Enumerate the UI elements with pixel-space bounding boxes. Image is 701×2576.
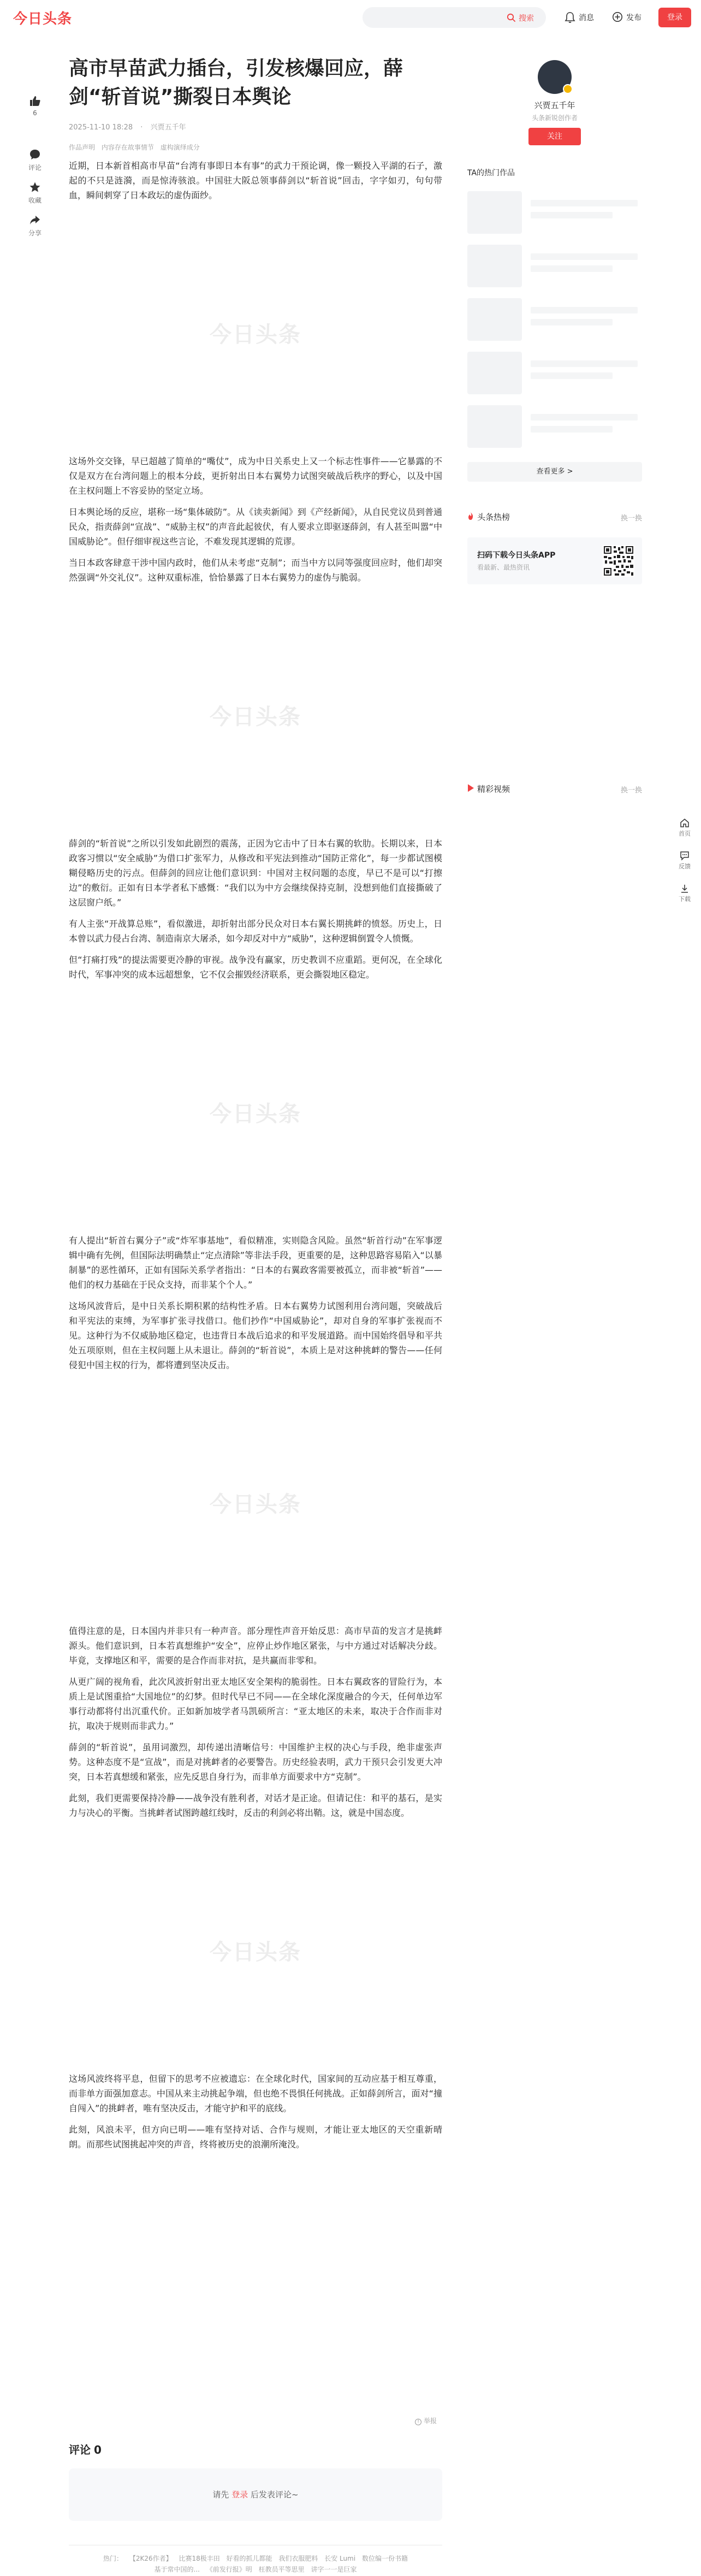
download-button[interactable] <box>674 884 696 903</box>
app-download-title: 扫码下载今日头条APP <box>477 551 556 560</box>
article-paragraph: 有人提出“斩首右翼分子”或“炸军事基地”，看似精准，实则隐含风险。虽然“斩首行动”在军事逻辑中确有先例，但国际法明确禁止“定点清除”等非法手段，更重要的是，这种思路容易陷入“以暴制暴”的恶性循环，正如有国际关系学者指出：“日本的右翼政客需要被孤立，而非被“斩首”——他们的权力基础在于民众支持，而非某个个人。” <box>69 1235 442 1290</box>
info-icon: ! <box>415 2419 421 2425</box>
footer-link[interactable]: 讲字一一是巨家 <box>311 2566 357 2573</box>
footer-link[interactable]: 数位编一份书籍 <box>361 2555 408 2562</box>
like-count: 6 <box>33 109 37 117</box>
home-icon <box>680 818 690 828</box>
article-image <box>69 596 442 825</box>
author-card <box>467 60 642 145</box>
article-paragraph: 这场风波背后，是中日关系长期积累的结构性矛盾。日本右翼势力试图利用台湾问题，突破战后和平宪法的束缚，为军事扩张寻找借口。他们抄作“中国威胁论”，却对自身的军事扩张视而不见。这种行为不仅威胁地区稳定，也违背日本战后追求的和平发展道路。而中国始终倡导和平共处五项原则，但在主权问题上从未退让。薛剑的“斩首说”，本质上是对这种挑衅的警告——任何侵犯中国主权的行为，都将遭到坚决反击。 <box>69 1301 442 1370</box>
top-header <box>0 0 701 35</box>
feedback-button[interactable] <box>674 851 696 870</box>
search-input[interactable] <box>371 11 502 23</box>
article-source[interactable]: 兴贾五千年 <box>150 123 186 132</box>
footer-link[interactable]: 基于常中国的... <box>154 2566 200 2573</box>
notice-item: 虚构演绎成分 <box>160 144 200 151</box>
hot-work-thumb <box>467 298 522 341</box>
follow-button[interactable]: 关注 <box>528 128 581 145</box>
publish-link[interactable]: 发布 <box>626 14 641 22</box>
work-notice <box>69 143 442 152</box>
verified-badge-icon <box>563 84 573 94</box>
video-header <box>467 782 642 795</box>
bell-icon[interactable] <box>565 11 575 23</box>
comment-action[interactable] <box>23 149 47 172</box>
comment-login-prompt: 请先 登录 后发表评论~ <box>69 2468 442 2521</box>
comment-icon <box>29 149 41 161</box>
article-image <box>69 993 442 1222</box>
home-button[interactable] <box>674 818 696 838</box>
author-name[interactable]: 兴贾五千年 <box>534 100 575 110</box>
article-paragraph: 此刻，风浪未平，但方向已明——唯有坚持对话、合作与规则，才能让亚太地区的天空重新晴朗。而那些试图挑起冲突的声音，终将被历史的浪潮所淹没。 <box>69 2124 442 2149</box>
article-image <box>69 214 442 443</box>
article-paragraph: 这场外交交锋，早已超越了简单的“嘴仗”，成为中日关系史上又一个标志性事件——它暴露的不仅是双方在台湾问题上的根本分歧，更折射出日本右翼势力试图突破战后秩序的野心，以及中国在主权问题上不容妥协的坚定立场。 <box>69 456 442 496</box>
like-action[interactable] <box>23 95 47 117</box>
article-paragraph: 薛剑的“斩首说”，虽用词激烈，却传递出清晰信号：中国维护主权的决心与手段，绝非虚张声势。这种态度不是“宣战”，而是对挑衅者的必要警告。历史经验表明，武力干预只会引发更大冲突，日本若真想缓和紧张，应先反思自身行为，而非单方面要求中方“克制”。 <box>69 1742 442 1782</box>
avatar[interactable] <box>538 60 572 94</box>
collect-action[interactable] <box>23 181 47 205</box>
footer-link[interactable]: 我们衣服肥料 <box>278 2555 318 2562</box>
share-icon <box>29 214 41 226</box>
flame-icon <box>467 512 474 520</box>
article-paragraph: 日本舆论场的反应，堪称一场“集体破防”。从《读卖新闻》到《产经新闻》，从自民党议员到普通民众，指责薛剑“宣战”、“威胁主权”的声音此起彼伏，有人要求立即驱逐薛剑，有人甚至叫嚣“中国威胁论”。但仔细审视这些言论，不难发现其逻辑的荒谬。 <box>69 507 442 547</box>
footer-link[interactable]: 枉教员平等思里 <box>258 2566 305 2573</box>
comment-login-link[interactable]: 登录 <box>231 2490 248 2500</box>
hot-work-thumb <box>467 352 522 394</box>
hot-work-item[interactable] <box>467 245 642 287</box>
article-date: 2025-11-10 18:28 <box>69 123 133 132</box>
article-paragraph: 但“打痛打残”的提法需要更冷静的审视。战争没有赢家，历史教训不应重蹈。更何况，在全球化时代，军事冲突的成本远超想象，它不仅会摧毁经济联系，更会撕裂地区稳定。 <box>69 955 442 980</box>
share-label: 分享 <box>28 229 41 237</box>
footer-link[interactable]: 【2K26作者】 <box>129 2555 173 2562</box>
report-link[interactable]: ! 举报 <box>415 2416 437 2425</box>
login-button[interactable]: 登录 <box>658 8 691 27</box>
qr-code-icon <box>603 545 634 577</box>
video-title: 精彩视频 <box>477 784 510 794</box>
like-icon <box>29 95 41 107</box>
hot-work-item[interactable] <box>467 405 642 448</box>
home-label: 首页 <box>679 830 691 837</box>
watermark: 今日头条 <box>210 1492 301 1517</box>
notice-item: 内容存在故事情节 <box>101 144 154 151</box>
comment-heading: 评论 0 <box>69 2443 102 2456</box>
article-paragraph: 这场风波终将平息，但留下的思考不应被遗忘：在全球化时代，国家间的互动应基于相互尊重，而非单方面强加意志。中国从来主动挑起争端，但也绝不畏惧任何挑战。正如薛剑所言，面对“撞自闯入”的挑衅者，唯有坚决反击，才能守护和平的底线。 <box>69 2074 442 2113</box>
article-paragraph: 近期，日本新首相高市早苗“台湾有事即日本有事”的武力干预论调，像一颗投入平湖的石子，激起的不只是涟漪，而是惊涛骇浪。中国驻大阪总领事薛剑以“斩首说”回击，字字如刃，句句带血，瞬间刺穿了日本政坛的虚伪面纱。 <box>69 161 442 200</box>
footer-label: 热门： <box>103 2555 123 2562</box>
play-icon <box>467 784 474 792</box>
share-action[interactable] <box>23 214 47 238</box>
article-paragraph: 当日本政客肆意干涉中国内政时，他们从未考虑“克制”；而当中方以同等强度回应时，他们却突然强调“外交礼仪”。这种双重标准，恰恰暴露了日本右翼势力的虚伪与脆弱。 <box>69 558 442 583</box>
article-paragraph: 值得注意的是，日本国内并非只有一种声音。部分理性声音开始反思：高市早苗的发言才是挑衅源头。他们意识到，日本若真想维护“安全”，应停止炒作地区紧张，与中方通过对话解决分歧。毕竟，支撑地区和平，需要的是合作而非对抗，是共赢而非零和。 <box>69 1626 442 1666</box>
hot-board-refresh[interactable]: 换一换 <box>620 514 642 523</box>
hot-work-thumb <box>467 405 522 448</box>
hot-work-thumb <box>467 245 522 287</box>
publish-icon[interactable] <box>612 11 623 22</box>
download-label: 下载 <box>679 896 691 903</box>
search-icon[interactable] <box>507 13 515 22</box>
footer-hot-links-2 <box>69 2565 442 2574</box>
messages-link[interactable]: 消息 <box>579 14 594 22</box>
article <box>69 55 442 2152</box>
watermark: 今日头条 <box>210 1102 301 1127</box>
footer-hot-links <box>69 2554 442 2563</box>
search-button[interactable]: 搜索 <box>519 14 534 23</box>
collect-label: 收藏 <box>28 197 41 204</box>
footer-link[interactable]: 好看的抓儿都能 <box>226 2555 272 2562</box>
watermark: 今日头条 <box>210 704 301 730</box>
article-image <box>69 1383 442 1613</box>
feedback-label: 反馈 <box>679 863 691 870</box>
feedback-icon <box>680 851 690 861</box>
hot-works-title: TA的热门作品 <box>467 169 515 177</box>
article-title: 高市早苗武力插台，引发核爆回应，薛剑“斩首说”撕裂日本舆论 <box>69 57 403 108</box>
hot-work-item[interactable] <box>467 352 642 394</box>
article-image <box>69 1831 442 2060</box>
article-meta: 2025-11-10 18:28 · 兴贾五千年 <box>69 123 186 132</box>
article-paragraph: 从更广阔的视角看，此次风波折射出亚太地区安全架构的脆弱性。日本右翼政客的冒险行为，本质上是试图重拾“大国地位”的幻梦。但时代早已不同——在全球化深度融合的今天，任何单边军事行动都将付出沉重代价。正如新加坡学者马凯硕所言：“亚太地区的未来，取决于合作而非对抗，取决于规则而非武力。” <box>69 1677 442 1731</box>
hot-board-title: 头条热榜 <box>477 512 510 522</box>
watermark: 今日头条 <box>210 1940 301 1965</box>
search-box <box>363 7 546 28</box>
hot-work-item[interactable] <box>467 191 642 234</box>
video-refresh[interactable]: 换一换 <box>620 786 642 795</box>
footer-link[interactable]: 比赛18极丰田 <box>179 2555 220 2562</box>
article-paragraph: 有人主张“开战算总账”，看似激进，却折射出部分民众对日本右翼长期挑衅的愤怒。历史上，日本曾以武力侵占台湾、制造南京大屠杀，如今却反对中方“威胁”，这种逻辑倒置令人愤慨。 <box>69 919 442 944</box>
star-icon <box>29 181 41 193</box>
watermark: 今日头条 <box>210 322 301 347</box>
app-download-sub: 看最新、最热资讯 <box>477 564 530 571</box>
download-icon <box>680 884 690 893</box>
see-more-button[interactable]: 查看更多 > <box>467 462 642 482</box>
footer-link[interactable]: 长安 Lumi <box>324 2555 356 2562</box>
hot-board-header <box>467 510 642 523</box>
app-download-card[interactable] <box>467 537 642 584</box>
comment-label: 评论 <box>28 164 41 171</box>
article-paragraph: 此刻，我们更需要保持冷静——战争没有胜利者，对话才是正途。但请记住：和平的基石，是实力与决心的平衡。当挑衅者试图跨越红线时，反击的利剑必将出鞘。这，就是中国态度。 <box>69 1793 442 1818</box>
hot-work-thumb <box>467 191 522 234</box>
author-desc: 头条新锐创作者 <box>531 114 578 122</box>
footer-link[interactable]: 《前发行报》明 <box>206 2566 252 2573</box>
notice-item: 作品声明 <box>69 144 96 151</box>
hot-work-item[interactable] <box>467 298 642 341</box>
site-logo[interactable]: 今日头条 <box>13 11 73 27</box>
comment-count: 0 <box>94 2443 102 2456</box>
article-paragraph: 薛剑的“斩首说”之所以引发如此剧烈的震荡，正因为它击中了日本右翼的软肋。长期以来，日本政客习惯以“安全威胁”为借口扩张军力，从修改和平宪法到推动“国防正常化”，每一步都试图模糊侵略历史的污点。但薛剑的回应让他们意识到：中国对主权问题的态度，早已不是可以“打擦边”的敷衍。正如有日本学者私下感慨：“我们以为中方会继续保持克制，没想到他们直接撕破了这层窗户纸。” <box>69 838 442 908</box>
